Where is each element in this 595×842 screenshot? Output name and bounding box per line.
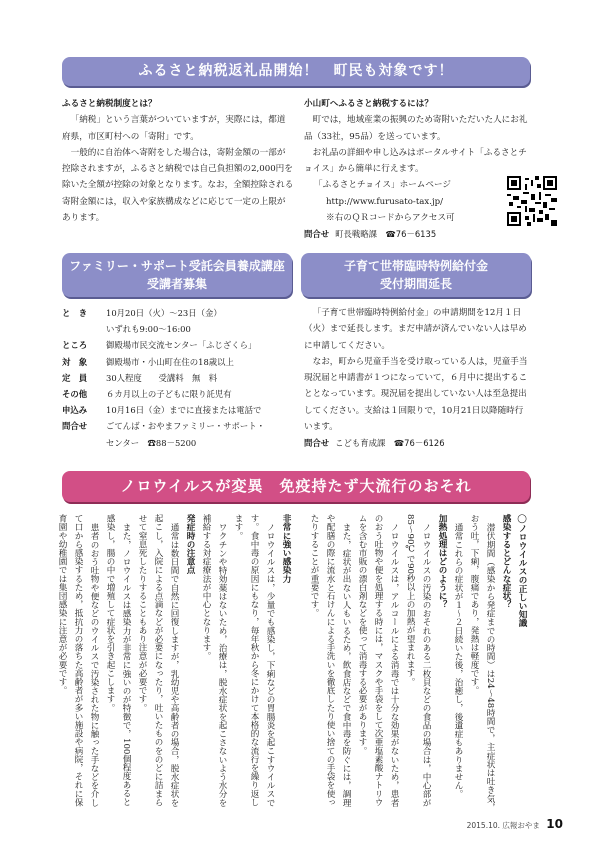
section-heading: ◯ノロウイルスの正しい知識	[517, 514, 527, 628]
table-row	[62, 354, 294, 370]
norovirus-right-column	[298, 514, 530, 814]
row-value: ６カ月以上の子どもに限り託児有	[106, 389, 232, 400]
paragraph: 町では，地域産業の振興のため寄附いただいた人にお礼品（33社，95品）を送っています。	[304, 115, 528, 142]
banner-subtitle: 受講者募集	[146, 277, 207, 291]
section-heading: 非常に強い感染力	[281, 514, 291, 583]
table-row	[62, 337, 294, 353]
row-label: ところ	[62, 340, 88, 351]
banner-title: ノロウイルスが変異 免疫持たず大流行のおそれ	[120, 477, 472, 495]
section-heading: 発症時の注意点	[185, 514, 195, 575]
row-value: 御殿場市民交流センター「ふじざくら」	[106, 340, 257, 351]
paragraph: 潜伏期間（感染から発症までの時間）は24～48時間で，主症状は吐き気，おう吐，下痢，腹痛であり，発熱は軽度です。	[469, 514, 495, 812]
paragraph: 通常これらの症状が１～２日続いた後，治癒し，後遺症もありません。	[453, 522, 463, 798]
paragraph: お礼品の詳細や申し込みはポータルサイト「ふるさとチョイス」から簡単に行えます。	[304, 147, 527, 175]
norovirus-left-column	[57, 514, 294, 814]
banner-title: ふるさと納税返礼品開始！ 町民も対象です！	[138, 63, 454, 79]
oyama-section	[304, 96, 530, 243]
paragraph: 「納税」という言葉がついていますが，実際には，都道府県，市区町村への「寄附」です。	[62, 115, 286, 142]
row-label	[62, 321, 106, 337]
page-number: 10	[546, 817, 563, 831]
row-label: と き	[62, 308, 88, 318]
paragraph: ノロウイルスの汚染のおそれのある二枚貝などの食品の場合は，中心部が85～90℃で90秒以上の加熱が望まれます。	[405, 514, 431, 807]
contact-value: こども育成課 ☎76－6126	[335, 438, 445, 449]
site-label: 「ふるさとチョイス」ホームページ	[314, 180, 451, 191]
row-label: 定 員	[62, 372, 88, 383]
qr-note: ※右のＱＲコードからアクセス可	[326, 213, 455, 224]
paragraph: 患者のおう吐物や便などのウイルスで汚染された物に触った手などを介して口から感染するため，抵抗力の落ちた高齢者が多い施設や病院，それに保育園や幼稚園では集団感染に注意が必要です。	[57, 514, 99, 807]
magazine-name: 広報おやま	[502, 821, 540, 830]
paragraph: なお，町から児童手当を受け取っている人は，児童手当現況届と申請書が１つになっていて，６月中に提出することとなっています。現況届を提出していない人は至急提出してください。支給は１回限りで，10月21日以降随時行います。	[304, 356, 528, 433]
contact-value: 町長戦略課 ☎76－6135	[335, 229, 437, 240]
section-heading: ふるさと納税制度とは？	[62, 99, 157, 109]
row-value: いずれも9:00～16:00	[106, 324, 191, 335]
family-support-table	[62, 305, 294, 451]
paragraph: 一般的に自治体へ寄附をした場合は，寄附金額の一部が控除されますが，ふるさと納税では自己負担額の2,000円を除いた全額が控除の対象となります。なお，全額控除される寄附金額には，収入や家族構成などに応じて一定の上限があります。	[62, 147, 294, 224]
section-heading: 小山町へふるさと納税するには？	[304, 99, 433, 109]
contact-label: 問合せ	[304, 229, 330, 240]
row-value: 10月20日（火）～23日（金）	[106, 308, 222, 318]
page-footer	[467, 817, 563, 831]
paragraph: また，ノロウイルスは感染力が非常に強いのが特徴で，100個程度あると感染し，腸の中で増殖して症状を引き起こします。	[105, 514, 131, 806]
banner-title: ファミリー・サポート受託会員養成講座	[69, 259, 285, 273]
paragraph: ワクチンや特効薬はないため，治療は，脱水症状を起こさないよう水分を補給する対症療法が中心となります。	[201, 514, 227, 807]
row-label: 対 象	[62, 356, 88, 367]
row-label: 問合せ	[62, 421, 88, 432]
section-subheading: 加熱処理はどのように？	[437, 514, 447, 609]
row-value: 御殿場市・小山町在住の18歳以上	[106, 356, 234, 367]
paragraph: また，症状が出ない人もいるため，飲食店などで食中毒を防ぐには，調理や配膳の際に流水と石けんによる手洗いを徹底したり使い捨ての手袋を使ったりすることが重要です。	[309, 514, 351, 807]
row-label	[62, 435, 106, 451]
table-row	[62, 402, 294, 418]
row-value: ごてんば・おやまファミリー・サポート・	[106, 421, 265, 432]
paragraph: ノロウイルスは，アルコールによる消毒では十分な効果がないため，患者のおう吐物や便を処理する時には，マスクや手袋をして次亜塩素酸ナトリウムを含む市販の漂白剤などを使って消毒する必要があります。	[357, 514, 399, 807]
family-support-banner	[62, 253, 292, 297]
table-row	[62, 435, 294, 451]
row-value: 30人程度 受講料 無 料	[106, 372, 218, 383]
banner-title: 子育て世帯臨時特例給付金	[343, 259, 488, 273]
table-row	[62, 321, 294, 337]
section-subheading: 感染するとどんな症状？	[501, 514, 511, 609]
row-value: 10月16日（金）までに直接または電話で	[106, 405, 262, 416]
table-row	[62, 370, 294, 386]
contact-label: 問合せ	[304, 438, 330, 449]
banner-subtitle: 受付期間延長	[379, 277, 452, 291]
paragraph: 「子育て世帯臨時特例給付金」の申請期間を12月１日（火）まで延長します。まだ申請が済んでいない人は早めに申請してください。	[304, 308, 527, 351]
norovirus-banner	[62, 471, 530, 502]
row-label: その他	[62, 389, 88, 400]
paragraph: ノロウイルスは，少量でも感染し，下痢などの胃腸炎を起こすウイルスです。食中毒の原因にもなり，毎年秋から冬にかけて本格的な流行を繰り返します。	[233, 514, 275, 807]
kosodate-section	[304, 305, 530, 452]
furusato-banner	[62, 57, 530, 86]
table-row	[62, 418, 294, 434]
contact-line	[304, 226, 530, 242]
qr-code-icon[interactable]	[507, 176, 557, 226]
kosodate-banner	[301, 253, 531, 297]
table-row	[62, 305, 294, 321]
contact-line	[304, 435, 530, 451]
furusato-section	[62, 96, 294, 226]
site-url[interactable]: http://www.furusato-tax.jp/	[326, 196, 444, 207]
row-value: センター ☎88－5200	[106, 437, 197, 448]
issue-date: 2015.10.	[466, 821, 501, 830]
row-label: 申込み	[62, 405, 88, 416]
table-row	[62, 386, 294, 402]
paragraph: 通常は数日間で自然に回復しますが，乳幼児や高齢者の場合，脱水症状を起こし，入院による点滴などが必要になったり，吐いたものをのどに詰まらせて窒息死したりすることもあり注意が必要です。	[137, 514, 179, 807]
